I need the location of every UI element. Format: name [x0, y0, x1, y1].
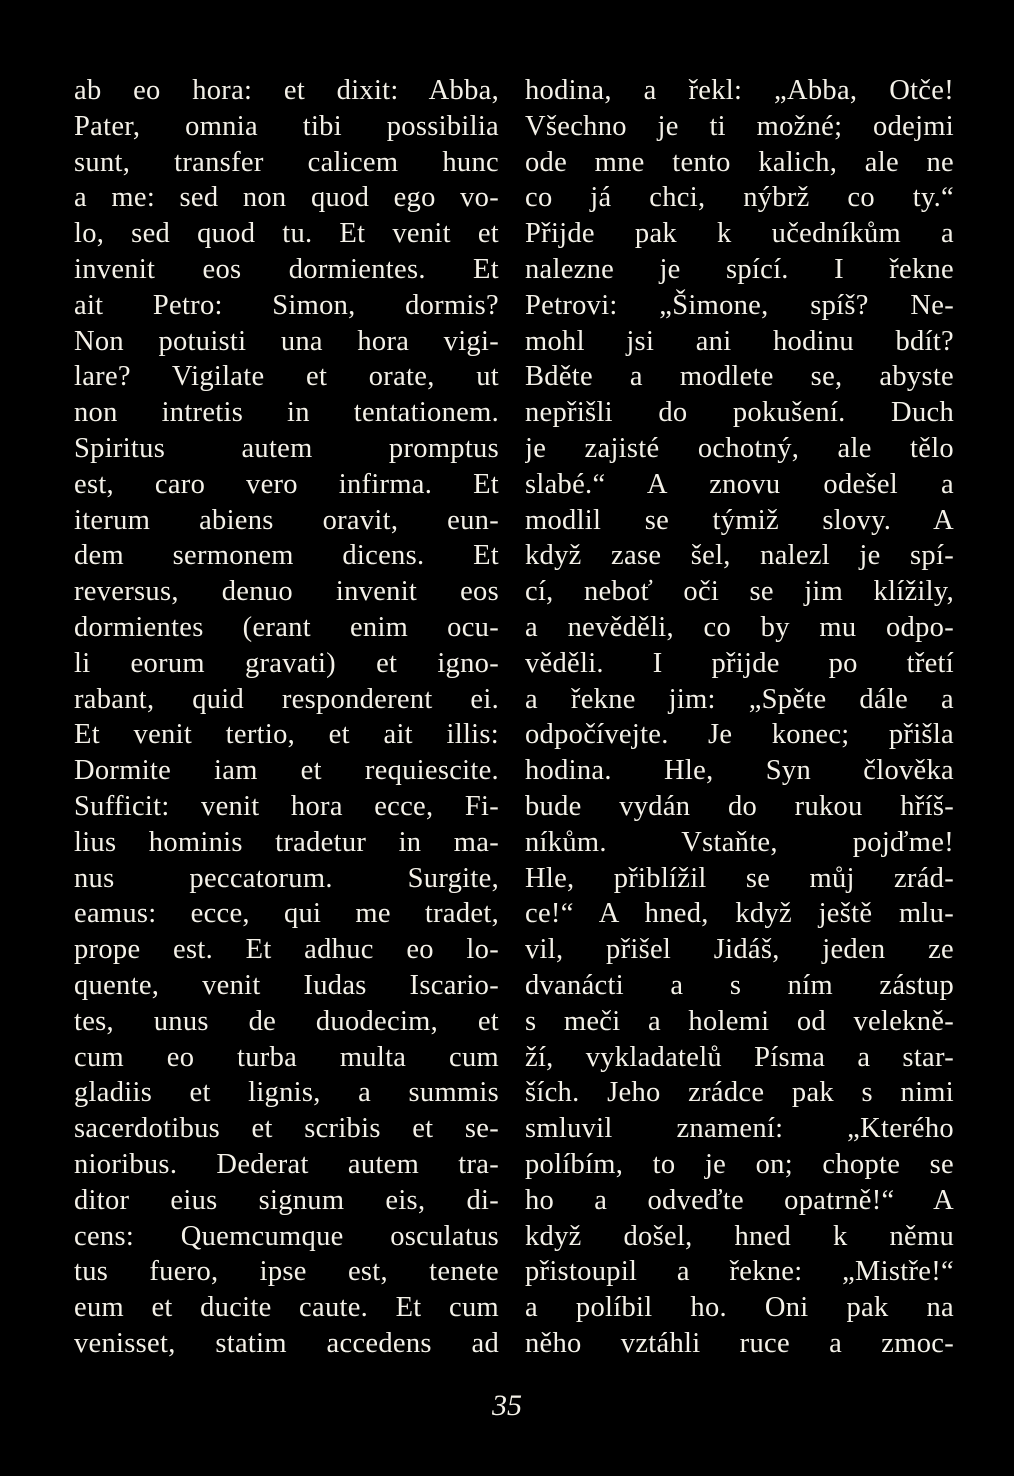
page-number: 35 [492, 1389, 522, 1422]
latin-text-line: li eorum gravati) et igno- [74, 647, 499, 679]
latin-text-line: Non potuisti una hora vigi- [74, 325, 499, 357]
latin-text-line: quente, venit Iudas Iscario- [74, 969, 499, 1001]
latin-text-line: non intretis in tentationem. [74, 397, 499, 429]
czech-text-line: hodina, a řekl: „Abba, Otče! [525, 75, 954, 106]
latin-text-line: Sufficit: venit hora ecce, Fi- [74, 790, 499, 822]
latin-text-line: nioribus. Dederat autem tra- [74, 1148, 499, 1180]
latin-text-line: lius hominis tradetur in ma- [74, 826, 499, 858]
czech-text-line: vil, přišel Jidáš, jeden ze [525, 934, 954, 966]
latin-text-line: est, caro vero infirma. Et [74, 468, 499, 500]
latin-text-line: eum et ducite caute. Et cum [74, 1292, 499, 1324]
czech-text-line: je zajisté ochotný, ale tělo [525, 432, 954, 464]
czech-text-line: Přijde pak k učedníkům a [525, 218, 954, 250]
czech-text-line: a řekne jim: „Spěte dále a [525, 683, 954, 715]
czech-text-line: co já chci, nýbrž co ty.“ [525, 182, 954, 214]
latin-text-line: Et venit tertio, et ait illis: [74, 719, 499, 751]
czech-text-line: Petrovi: „Šimone, spíš? Ne- [525, 289, 954, 321]
czech-text-line: a nevěděli, co by mu odpo- [525, 611, 954, 643]
latin-text-line: ait Petro: Simon, dormis? [74, 289, 499, 321]
latin-text-line: gladiis et lignis, a summis [74, 1077, 499, 1109]
latin-text-line: a me: sed non quod ego vo- [74, 182, 499, 214]
czech-text-line: něho vztáhli ruce a zmoc- [525, 1327, 954, 1359]
czech-text-line: smluvil znamení: „Kterého [525, 1113, 954, 1145]
czech-text-line: věděli. I přijde po třetí [525, 647, 954, 679]
latin-text-line: reversus, denuo invenit eos [74, 576, 499, 608]
latin-text-line: Dormite iam et requiescite. [74, 755, 499, 787]
czech-text-line: ode mne tento kalich, ale ne [525, 146, 954, 178]
latin-text-line: sacerdotibus et scribis et se- [74, 1113, 499, 1145]
czech-text-line: ce!“ A hned, když ještě mlu- [525, 898, 954, 930]
czech-text-line: když zase šel, nalezl je spí- [525, 540, 954, 572]
latin-text-line: lare? Vigilate et orate, ut [74, 361, 499, 393]
latin-text-line: nus peccatorum. Surgite, [74, 862, 499, 894]
czech-text-line: dvanácti a s ním zástup [525, 969, 954, 1001]
czech-text-line: ších. Jeho zrádce pak s nimi [525, 1077, 954, 1109]
czech-text-line: Hle, přiblížil se můj zrád- [525, 862, 954, 894]
latin-text-line: prope est. Et adhuc eo lo- [74, 934, 499, 966]
czech-text-line: odpočívejte. Je konec; přišla [525, 719, 954, 751]
latin-text-line: rabant, quid responderent ei. [74, 683, 499, 715]
latin-text-line: cens: Quemcumque osculatus [74, 1220, 499, 1252]
czech-text-line: když došel, hned k němu [525, 1220, 954, 1252]
latin-text-line: ditor eius signum eis, di- [74, 1184, 499, 1216]
latin-text-line: dormientes (erant enim ocu- [74, 611, 499, 643]
latin-text-column [74, 73, 499, 1362]
czech-text-line: hodina. Hle, Syn člověka [525, 755, 954, 787]
latin-text-line: ab eo hora: et dixit: Abba, [74, 75, 499, 106]
czech-text-line: Bděte a modlete se, abyste [525, 361, 954, 393]
latin-text-line: sunt, transfer calicem hunc [74, 146, 499, 178]
latin-text-line: cum eo turba multa cum [74, 1041, 499, 1073]
latin-text-line: invenit eos dormientes. Et [74, 253, 499, 285]
czech-text-line: nalezne je spící. I řekne [525, 253, 954, 285]
latin-text-line: iterum abiens oravit, eun- [74, 504, 499, 536]
czech-text-line: nepřišli do pokušení. Duch [525, 397, 954, 429]
czech-text-line: ží, vykladatelů Písma a star- [525, 1041, 954, 1073]
latin-text-line: tes, unus de duodecim, et [74, 1005, 499, 1037]
latin-text-line: lo, sed quod tu. Et venit et [74, 218, 499, 250]
czech-text-line: políbím, to je on; chopte se [525, 1148, 954, 1180]
czech-text-line: mohl jsi ani hodinu bdít? [525, 325, 954, 357]
latin-text-line: dem sermonem dicens. Et [74, 540, 499, 572]
czech-text-line: Všechno je ti možné; odejmi [525, 110, 954, 142]
czech-text-line: bude vydán do rukou hříš- [525, 790, 954, 822]
czech-text-line: slabé.“ A znovu odešel a [525, 468, 954, 500]
czech-text-line: modlil se týmiž slovy. A [525, 504, 954, 536]
czech-text-line: a políbil ho. Oni pak na [525, 1292, 954, 1324]
czech-text-line: cí, neboť oči se jim klížily, [525, 576, 954, 608]
czech-text-column [525, 73, 954, 1362]
czech-text-line: níkům. Vstaňte, pojďme! [525, 826, 954, 858]
latin-text-line: Spiritus autem promptus [74, 432, 499, 464]
latin-text-line: eamus: ecce, qui me tradet, [74, 898, 499, 930]
czech-text-line: s meči a holemi od velekně- [525, 1005, 954, 1037]
czech-text-line: přistoupil a řekne: „Mistře!“ [525, 1256, 954, 1288]
latin-text-line: Pater, omnia tibi possibilia [74, 110, 499, 142]
czech-text-line: ho a odveďte opatrně!“ A [525, 1184, 954, 1216]
latin-text-line: venisset, statim accedens ad [74, 1327, 499, 1359]
latin-text-line: tus fuero, ipse est, tenete [74, 1256, 499, 1288]
